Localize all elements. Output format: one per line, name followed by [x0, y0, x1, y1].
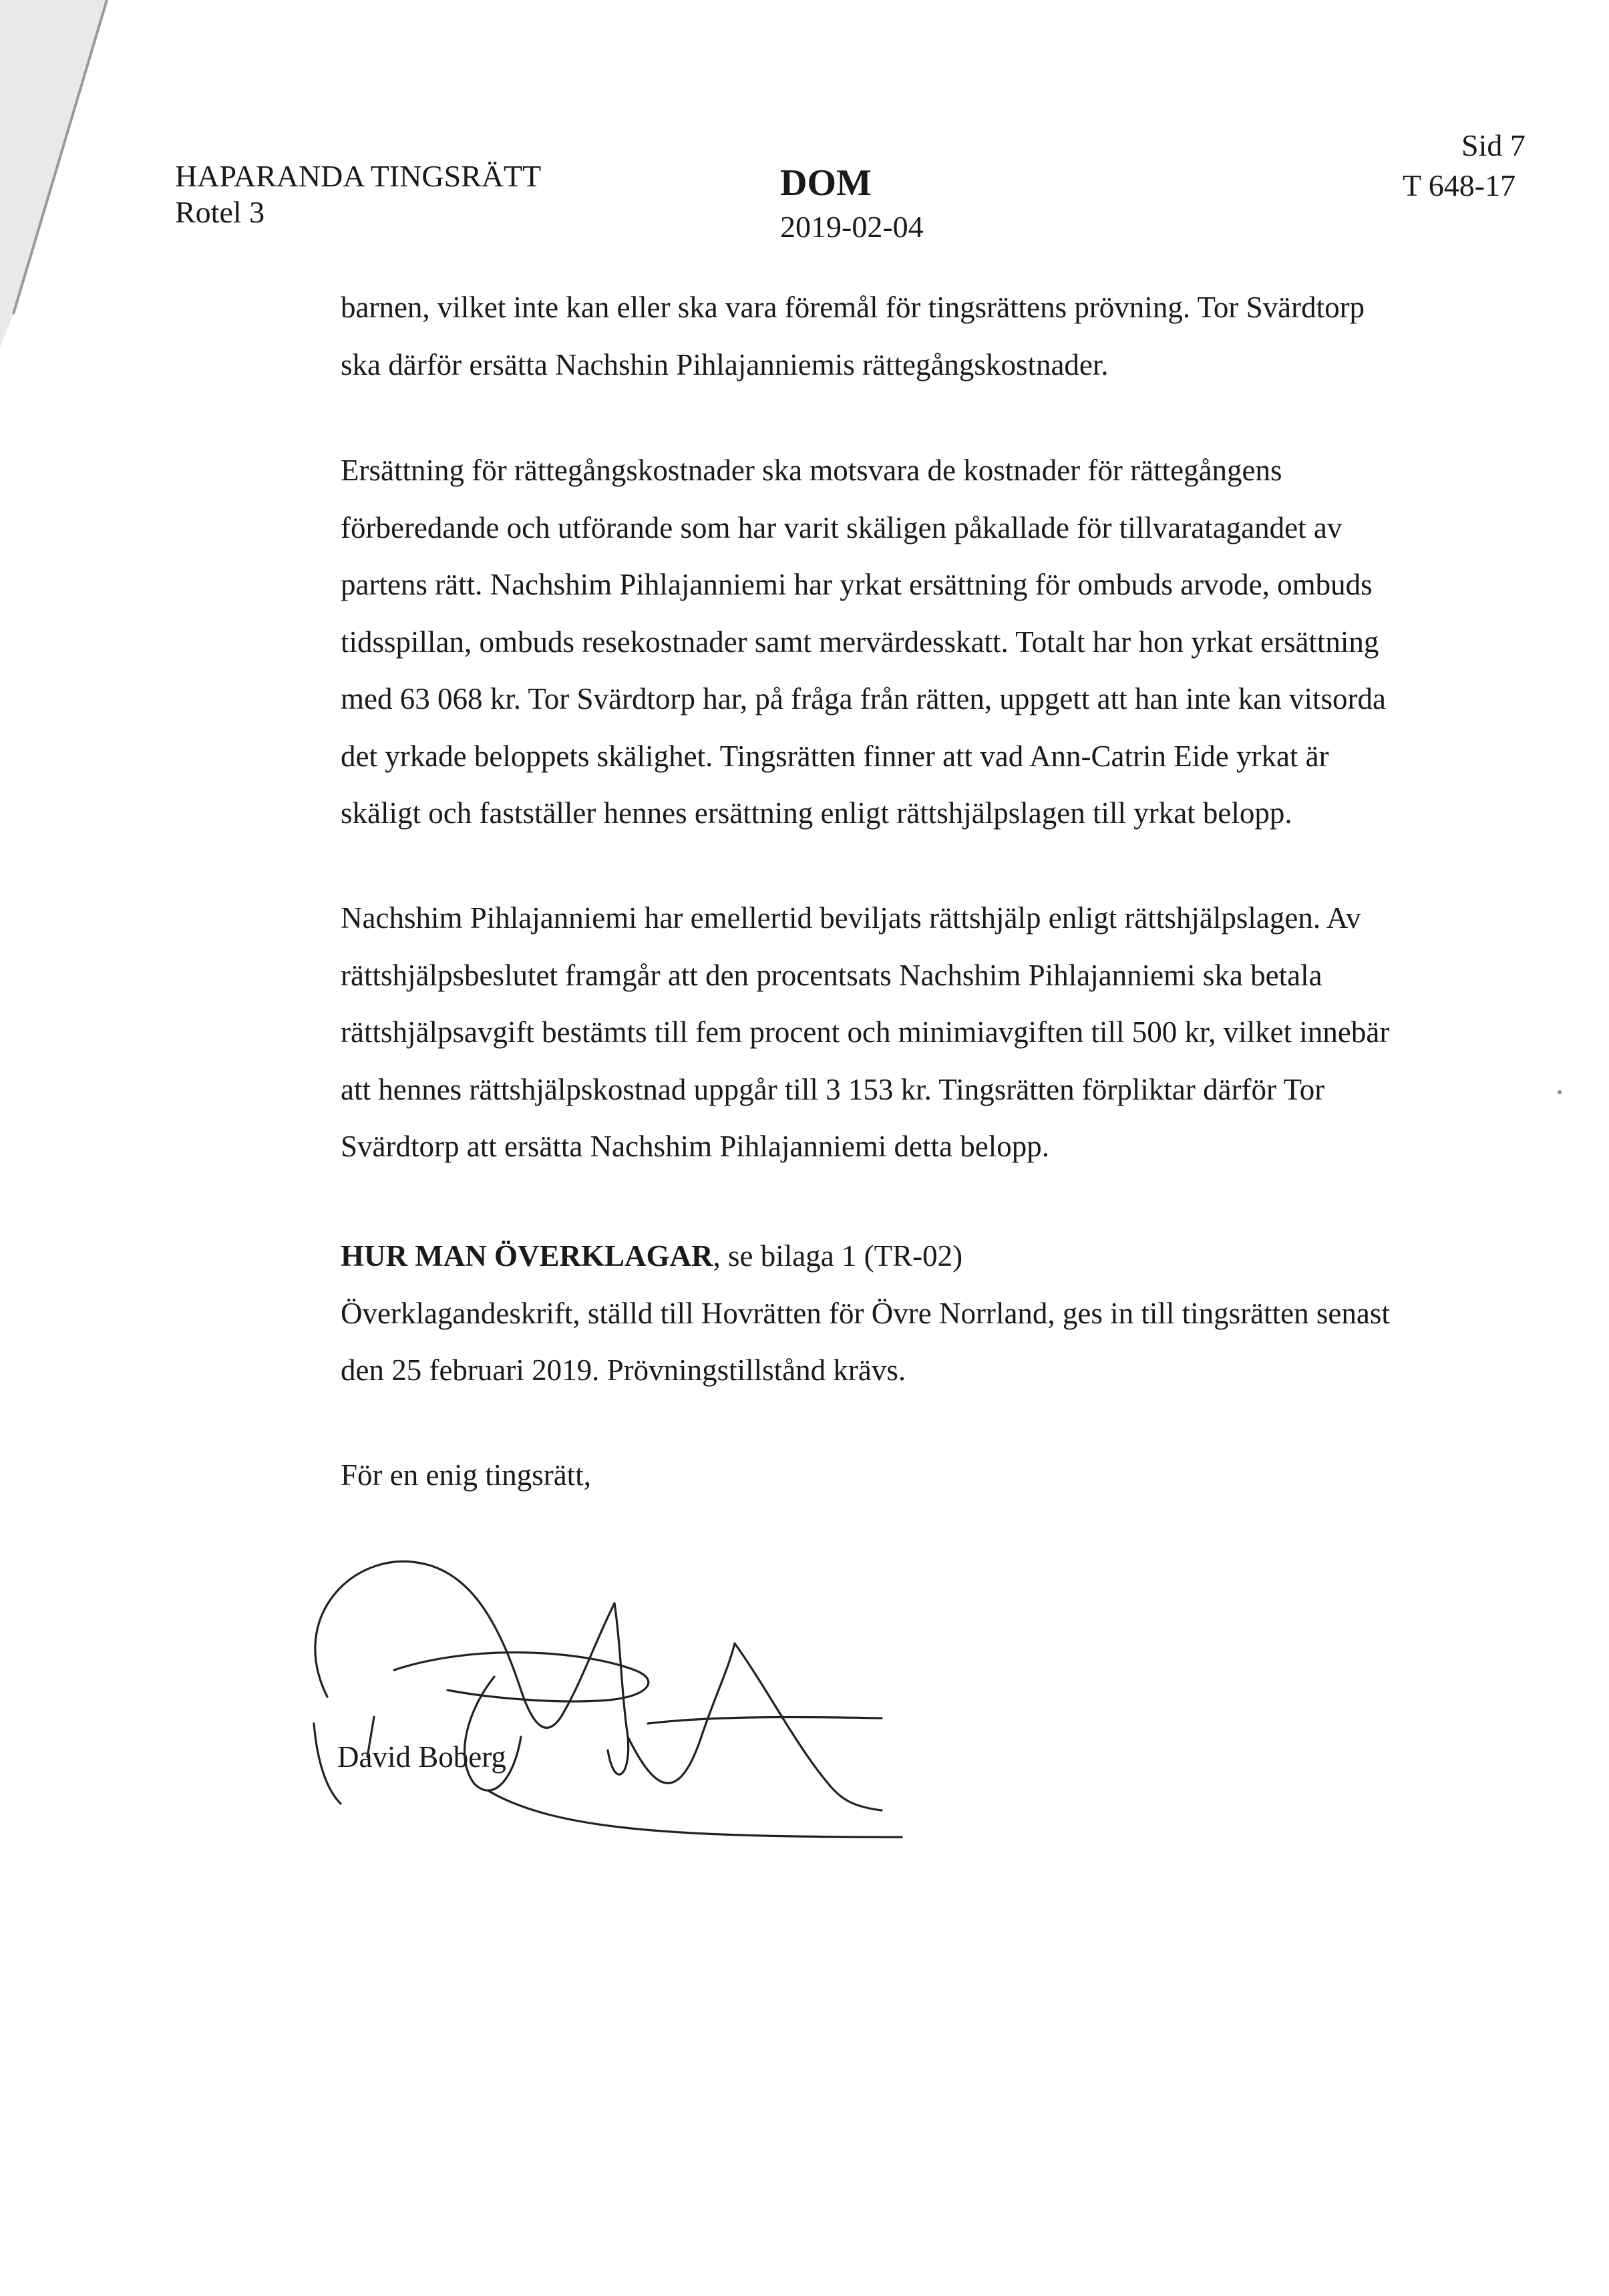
text-line: att hennes rättshjälpskostnad uppgår till 3 153 kr. Tingsrätten förpliktar därför Tor	[341, 1072, 1325, 1106]
text-line: ska därför ersätta Nachshin Pihlajanniemis rättegångskostnader.	[341, 347, 1109, 381]
court-name: HAPARANDA TINGSRÄTT	[175, 159, 542, 193]
paragraph-2	[341, 442, 1536, 842]
text-line: den 25 februari 2019. Prövningstillstånd krävs.	[341, 1353, 906, 1387]
text-line: Ersättning för rättegångskostnader ska motsvara de kostnader för rättegångens	[341, 454, 1282, 487]
text-line: med 63 068 kr. Tor Svärdtorp har, på fråga från rätten, uppgett att han inte kan vitsorda	[341, 682, 1387, 715]
document-type: DOM	[780, 162, 872, 204]
appeal-heading-line	[341, 1228, 1536, 1285]
appeal-heading: HUR MAN ÖVERKLAGAR	[341, 1239, 713, 1273]
text-line: förberedande och utförande som har varit skäligen påkallade för tillvaratagandet av	[341, 510, 1343, 544]
text-line: skäligt och fastställer hennes ersättning enligt rättshjälpslagen till yrkat belopp.	[341, 796, 1292, 830]
paragraph-1	[341, 279, 1536, 393]
document-date: 2019-02-04	[780, 210, 924, 244]
case-number: T 648-17	[1403, 168, 1516, 202]
paragraph-3	[341, 890, 1536, 1176]
page-number: Sid 7	[1461, 128, 1526, 162]
text-line: partens rätt. Nachshim Pihlajanniemi har yrkat ersättning för ombuds arvode, ombuds	[341, 568, 1373, 601]
text-line: rättshjälpsavgift bestämts till fem procent och minimiavgiften till 500 kr, vilket innebär	[341, 1015, 1390, 1049]
text-line: Nachshim Pihlajanniemi har emellertid beviljats rättshjälp enligt rättshjälpslagen. Av	[341, 901, 1361, 935]
appeal-section	[341, 1228, 1536, 1400]
text-line: tidsspillan, ombuds resekostnader samt mervärdesskatt. Totalt har hon yrkat ersättning	[341, 625, 1379, 659]
scan-speck	[1558, 1090, 1562, 1094]
closing-line: För en enig tingsrätt,	[341, 1458, 591, 1492]
scan-edge-shadow	[0, 0, 134, 347]
signer-name: David Boberg	[337, 1740, 506, 1774]
text-line: rättshjälpsbeslutet framgår att den procentsats Nachshim Pihlajanniemi ska betala	[341, 958, 1322, 992]
handwritten-signature	[301, 1536, 968, 1870]
text-line: Överklagandeskrift, ställd till Hovrätten för Övre Norrland, ges in till tingsrätten senast	[341, 1296, 1390, 1330]
text-line: Svärdtorp att ersätta Nachshim Pihlajanniemi detta belopp.	[341, 1130, 1049, 1163]
appeal-reference: , se bilaga 1 (TR-02)	[713, 1239, 963, 1273]
division-name: Rotel 3	[175, 195, 265, 229]
text-line: barnen, vilket inte kan eller ska vara föremål för tingsrättens prövning. Tor Svärdtorp	[341, 291, 1365, 324]
text-line: det yrkade beloppets skälighet. Tingsrätten finner att vad Ann-Catrin Eide yrkat är	[341, 739, 1329, 773]
